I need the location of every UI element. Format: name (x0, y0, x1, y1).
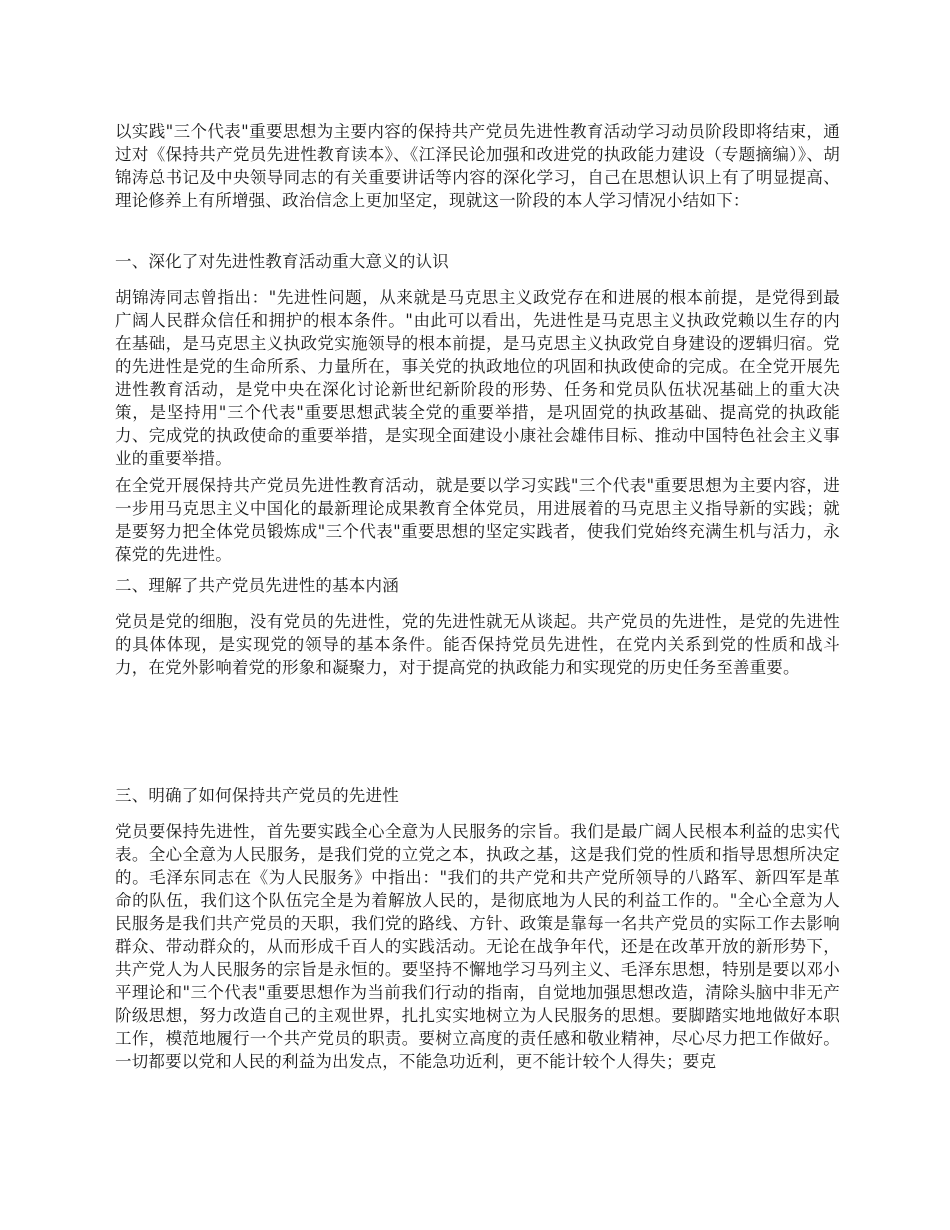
section-1-heading: 一、深化了对先进性教育活动重大意义的认识 (115, 252, 449, 271)
section-1-paragraph-1: 胡锦涛同志曾指出："先进性问题，从来就是马克思主义政党存在和进展的根本前提，是党得到最广阔人民群众信任和拥护的根本条件。"由此可以看出，先进性是马克思主义执政党赖以生存的内在基础，是马克思主义执政党实施领导的根本前提，是马克思主义执政党自身建设的逻辑归宿。党的先进性是党的生命所系、力量所在，事关党的执政地位的巩固和执政使命的完成。在全党开展先进性教育活动，是党中央在深化讨论新世纪新阶段的形势、任务和党员队伍状况基础上的重大决策，是坚持用"三个代表"重要思想武装全党的重要举措，是巩固党的执政基础、提高党的执政能力、完成党的执政使命的重要举措，是实现全面建设小康社会雄伟目标、推动中国特色社会主义事业的重要举措。 (115, 288, 840, 468)
document-page (115, 0, 840, 1230)
section-3-paragraph-1: 党员要保持先进性，首先要实践全心全意为人民服务的宗旨。我们是最广阔人民根本利益的忠实代表。全心全意为人民服务，是我们党的立党之本，执政之基，这是我们党的性质和指导思想所决定的。毛泽东同志在《为人民服务》中指出："我们的共产党和共产党所领导的八路军、新四军是革命的队伍，我们这个队伍完全是为着解放人民的，是彻底地为人民的利益工作的。"全心全意为人民服务是我们共产党员的天职，我们党的路线、方针、政策是靠每一名共产党员的实际工作去影响群众、带动群众的，从而形成千百人的实践活动。无论在战争年代，还是在改革开放的新形势下，共产党人为人民服务的宗旨是永恒的。要坚持不懈地学习马列主义、毛泽东思想，特别是要以邓小平理论和"三个代表"重要思想作为当前我们行动的指南，自觉地加强思想改造，清除头脑中非无产阶级思想，努力改造自己的主观世界，扎扎实实地树立为人民服务的思想。要脚踏实地地做好本职工作，模范地履行一个共产党员的职责。要树立高度的责任感和敬业精神，尽心尽力把工作做好。一切都要以党和人民的利益为出发点，不能急功近利，更不能计较个人得失；要克 (115, 822, 840, 1071)
section-2-heading: 二、理解了共产党员先进性的基本内涵 (115, 576, 399, 595)
intro-paragraph: 以实践"三个代表"重要思想为主要内容的保持共产党员先进性教育活动学习动员阶段即将结束，通过对《保持共产党员先进性教育读本》、《江泽民论加强和改进党的执政能力建设（专题摘编）》、胡锦涛总书记及中央领导同志的有关重要讲话等内容的深化学习，自己在思想认识上有了明显提高、理论修养上有所增强、政治信念上更加坚定，现就这一阶段的本人学习情况小结如下： (115, 122, 840, 210)
section-1-paragraph-2: 在全党开展保持共产党员先进性教育活动，就是要以学习实践"三个代表"重要思想为主要内容，进一步用马克思主义中国化的最新理论成果教育全体党员，用进展着的马克思主义指导新的实践；就是要努力把全体党员锻炼成"三个代表"重要思想的坚定实践者，使我们党始终充满生机与活力，永葆党的先进性。 (115, 476, 840, 564)
section-2-paragraph-1: 党员是党的细胞，没有党员的先进性，党的先进性就无从谈起。共产党员的先进性，是党的先进性的具体体现，是实现党的领导的基本条件。能否保持党员先进性，在党内关系到党的性质和战斗力，在党外影响着党的形象和凝聚力，对于提高党的执政能力和实现党的历史任务至善重要。 (115, 612, 840, 677)
section-3-heading: 三、明确了如何保持共产党员的先进性 (115, 786, 399, 805)
